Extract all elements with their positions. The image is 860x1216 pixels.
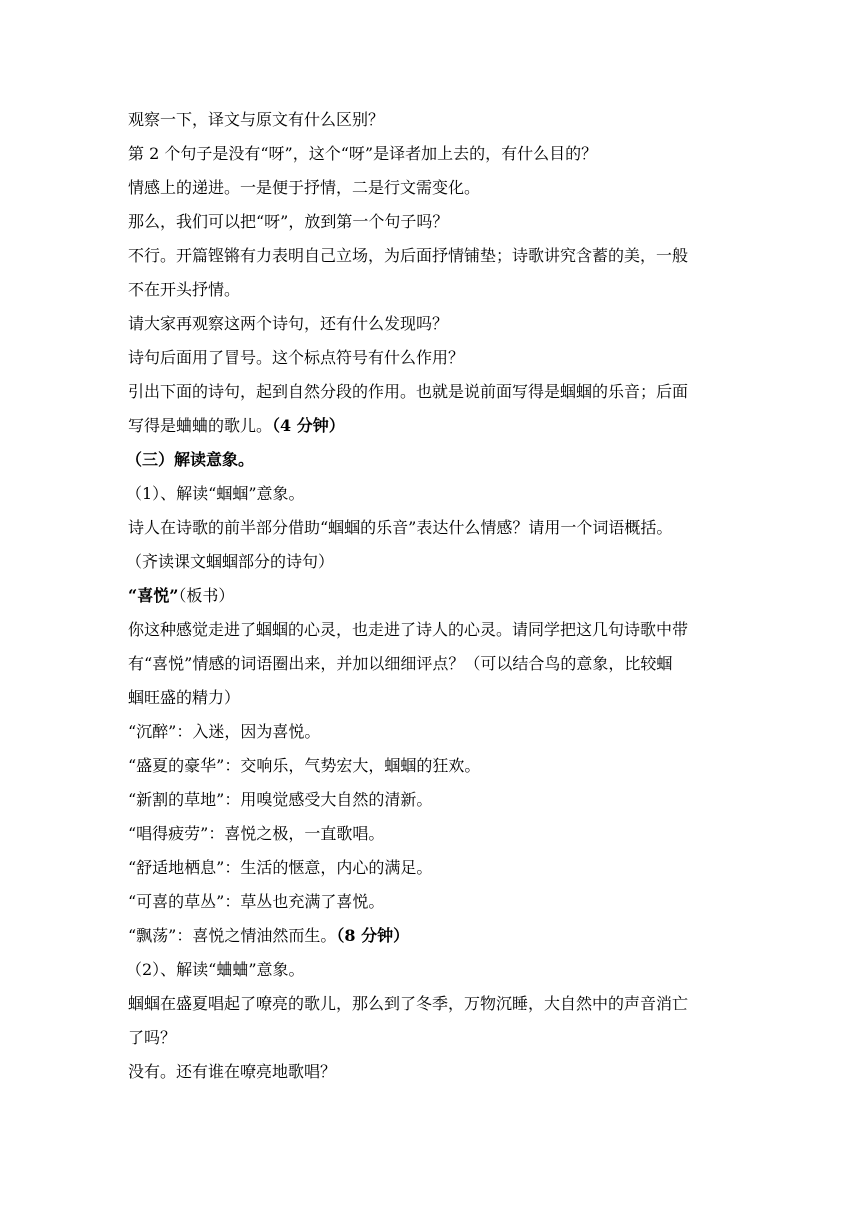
- paragraph-line: “盛夏的豪华”：交响乐，气势宏大，蝈蝈的狂欢。: [128, 756, 481, 775]
- paragraph-line: 观察一下，译文与原文有什么区别？: [128, 110, 385, 129]
- paragraph-line: （齐读课文蝈蝈部分的诗句）: [126, 552, 335, 571]
- paragraph-line: 那么，我们可以把“呀”，放到第一个句子吗？: [128, 212, 449, 231]
- subsection-heading: （2）、解读“蛐蛐”意象。: [126, 960, 305, 979]
- paragraph-line: 有“喜悦”情感的词语圈出来，并加以细细评点？（可以结合鸟的意象，比较蝈: [128, 654, 673, 673]
- paragraph-line: 请大家再观察这两个诗句，还有什么发现吗？: [128, 314, 449, 333]
- paragraph-line: 第 2 个句子是没有“呀”，这个“呀”是译者加上去的，有什么目的？: [128, 144, 598, 163]
- subsection-heading: （1）、解读“蝈蝈”意象。: [126, 484, 305, 503]
- paragraph-line: 情感上的递进。一是便于抒情，二是行文需变化。: [128, 178, 481, 197]
- body-text: [128, 103, 738, 1089]
- paragraph-line: “飘荡”：喜悦之情油然而生。（8 分钟）: [128, 926, 410, 945]
- paragraph-line: 不行。开篇铿锵有力表明自己立场，为后面抒情铺垫；诗歌讲究含蓄的美，一般: [128, 246, 689, 265]
- paragraph-line: 诗人在诗歌的前半部分借助“蝈蝈的乐音”表达什么情感？请用一个词语概括。: [128, 518, 673, 537]
- section-heading: （三）解读意象。: [126, 450, 255, 469]
- paragraph-line: 没有。还有谁在嘹亮地歌唱？: [128, 1062, 337, 1081]
- paragraph-line: “沉醉”：入迷，因为喜悦。: [128, 722, 321, 741]
- paragraph-line: 了吗？: [128, 1028, 177, 1047]
- paragraph-line: “唱得疲劳”：喜悦之极，一直歌唱。: [128, 824, 385, 843]
- paragraph-line: 你这种感觉走进了蝈蝈的心灵，也走进了诗人的心灵。请同学把这几句诗歌中带: [128, 620, 689, 639]
- paragraph-line: 写得是蛐蛐的歌儿。（4 分钟）: [128, 416, 345, 435]
- paragraph-line: “新割的草地”：用嗅觉感受大自然的清新。: [128, 790, 433, 809]
- paragraph-line: 诗句后面用了冒号。这个标点符号有什么作用？: [128, 348, 465, 367]
- paragraph-line: 蝈旺盛的精力）: [128, 688, 241, 707]
- time-note: （4 分钟）: [272, 416, 345, 435]
- paragraph-line: 引出下面的诗句，起到自然分段的作用。也就是说前面写得是蝈蝈的乐音；后面: [128, 382, 689, 401]
- paragraph-line: “舒适地栖息”：生活的惬意，内心的满足。: [128, 858, 433, 877]
- keyword: “喜悦”: [128, 586, 179, 605]
- paragraph-line: 蝈蝈在盛夏唱起了嘹亮的歌儿，那么到了冬季，万物沉睡，大自然中的声音消亡: [128, 994, 689, 1013]
- paragraph-line: “喜悦”（板书）: [128, 586, 235, 605]
- paragraph-line: “可喜的草丛”：草丛也充满了喜悦。: [128, 892, 385, 911]
- paragraph-line: 不在开头抒情。: [128, 280, 241, 299]
- time-note: （8 分钟）: [336, 926, 410, 945]
